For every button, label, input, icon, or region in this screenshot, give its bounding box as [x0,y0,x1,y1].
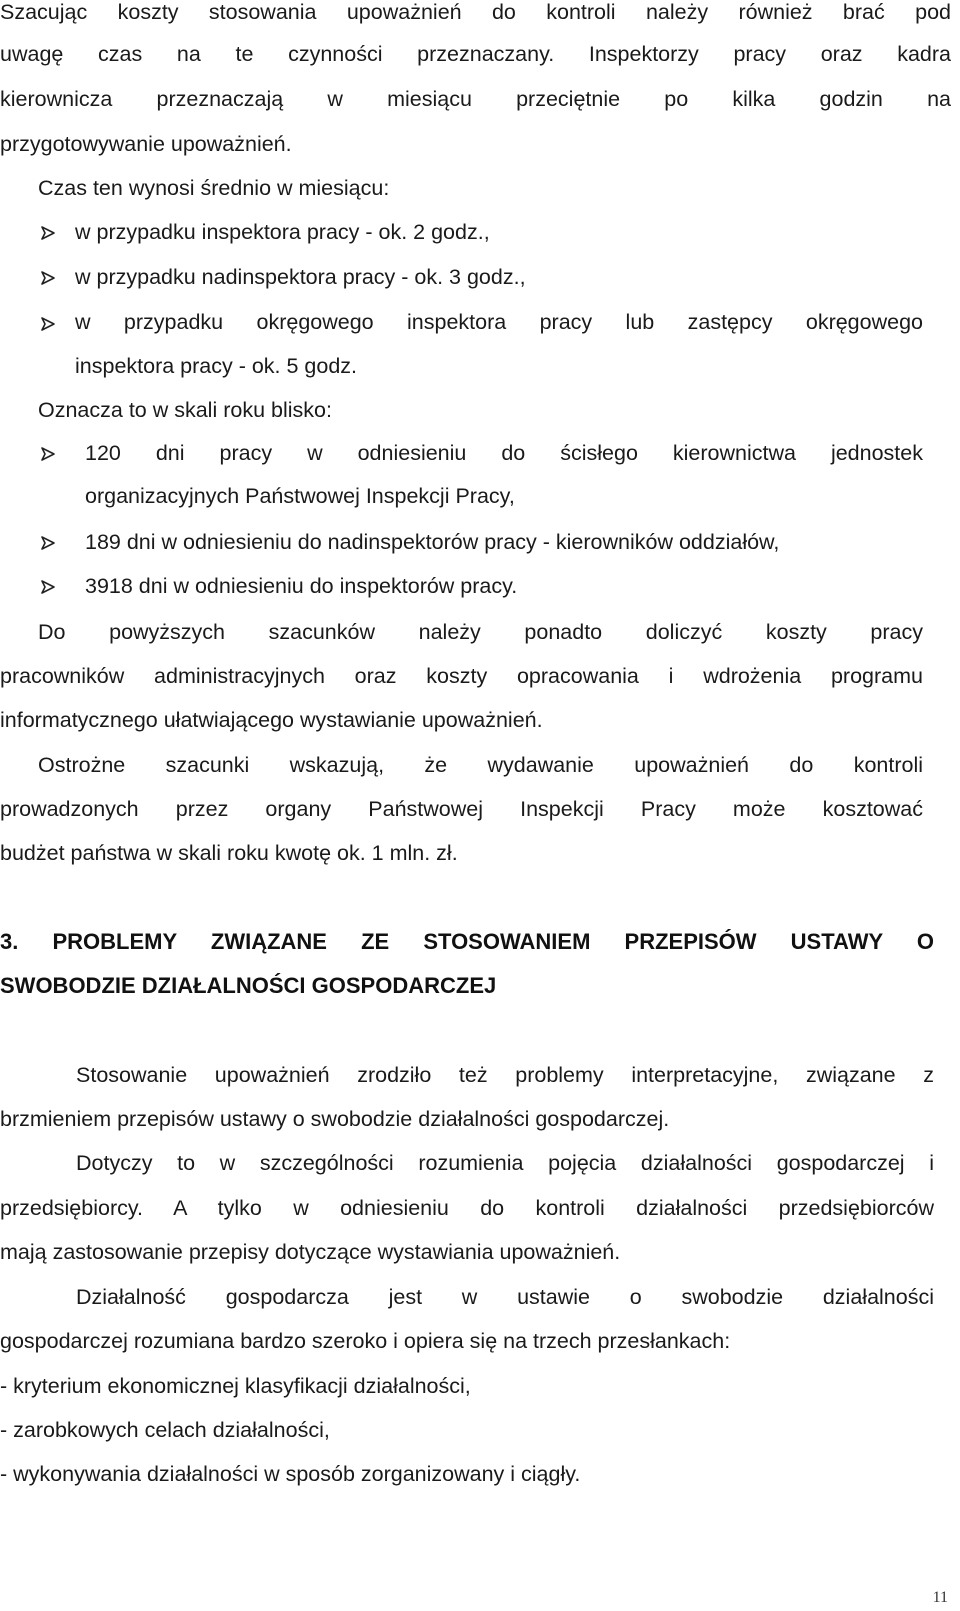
paragraph-line: kierownicza przeznaczają w miesiącu przeciętnie po kilka godzin na [0,87,951,111]
list-item-text: w przypadku okręgowego inspektora pracy lub zastępcy okręgowego [75,310,923,334]
arrow-bullet-icon [40,225,56,241]
list-item-text: 3918 dni w odniesieniu do inspektorów pracy. [85,574,518,598]
paragraph-line: gospodarczej rozumiana bardzo szeroko i opiera się na trzech przesłankach: [0,1329,731,1353]
paragraph-line: Ostrożne szacunki wskazują, że wydawanie upoważnień do kontroli [38,753,923,777]
paragraph-line: mają zastosowanie przepisy dotyczące wystawiania upoważnień. [0,1240,621,1264]
list-item-text: organizacyjnych Państwowej Inspekcji Pracy, [85,484,515,508]
list-item-text: w przypadku inspektora pracy - ok. 2 godz., [75,220,490,244]
paragraph-line: uwagę czas na te czynności przeznaczany. Inspektorzy pracy oraz kadra [0,42,951,66]
paragraph-line: Działalność gospodarcza jest w ustawie o swobodzie działalności [76,1285,934,1309]
list-item-text: 120 dni pracy w odniesieniu do ścisłego kierownictwa jednostek [85,441,923,465]
arrow-bullet-icon [40,579,56,595]
section-lead: Czas ten wynosi średnio w miesiącu: [38,176,390,200]
paragraph-line: przedsiębiorcy. A tylko w odniesieniu do kontroli działalności przedsiębiorców [0,1196,934,1220]
paragraph-line: Dotyczy to w szczególności rozumienia pojęcia działalności gospodarczej i [76,1151,934,1175]
heading-line: SWOBODZIE DZIAŁALNOŚCI GOSPODARCZEJ [0,973,497,998]
arrow-bullet-icon [40,270,56,286]
paragraph-line: prowadzonych przez organy Państwowej Inspekcji Pracy może kosztować [0,797,923,821]
page-number: 11 [932,1589,948,1606]
paragraph-line: Do powyższych szacunków należy ponadto doliczyć koszty pracy [38,620,923,644]
arrow-bullet-icon [40,446,56,462]
list-item: - wykonywania działalności w sposób zorganizowany i ciągły. [0,1462,581,1486]
section-lead: Oznacza to w skali roku blisko: [38,398,332,422]
list-item: - zarobkowych celach działalności, [0,1418,330,1442]
arrow-bullet-icon [40,316,56,332]
heading-line: 3. PROBLEMY ZWIĄZANE ZE STOSOWANIEM PRZEPISÓW USTAWY O [0,929,934,954]
paragraph-line: Stosowanie upoważnień zrodziło też problemy interpretacyjne, związane z [76,1063,934,1087]
list-item-text: inspektora pracy - ok. 5 godz. [75,354,358,378]
paragraph-line: budżet państwa w skali roku kwotę ok. 1 mln. zł. [0,841,458,865]
paragraph-line: przygotowywanie upoważnień. [0,132,292,156]
paragraph-line: pracowników administracyjnych oraz koszty opracowania i wdrożenia programu [0,664,923,688]
arrow-bullet-icon [40,535,56,551]
list-item-text: 189 dni w odniesieniu do nadinspektorów pracy - kierowników oddziałów, [85,530,780,554]
paragraph-line: Szacując koszty stosowania upoważnień do kontroli należy również brać pod [0,0,951,24]
paragraph-line: brzmieniem przepisów ustawy o swobodzie działalności gospodarczej. [0,1107,670,1131]
paragraph-line: informatycznego ułatwiającego wystawianie upoważnień. [0,708,543,732]
list-item: - kryterium ekonomicznej klasyfikacji działalności, [0,1374,471,1398]
list-item-text: w przypadku nadinspektora pracy - ok. 3 godz., [75,265,526,289]
